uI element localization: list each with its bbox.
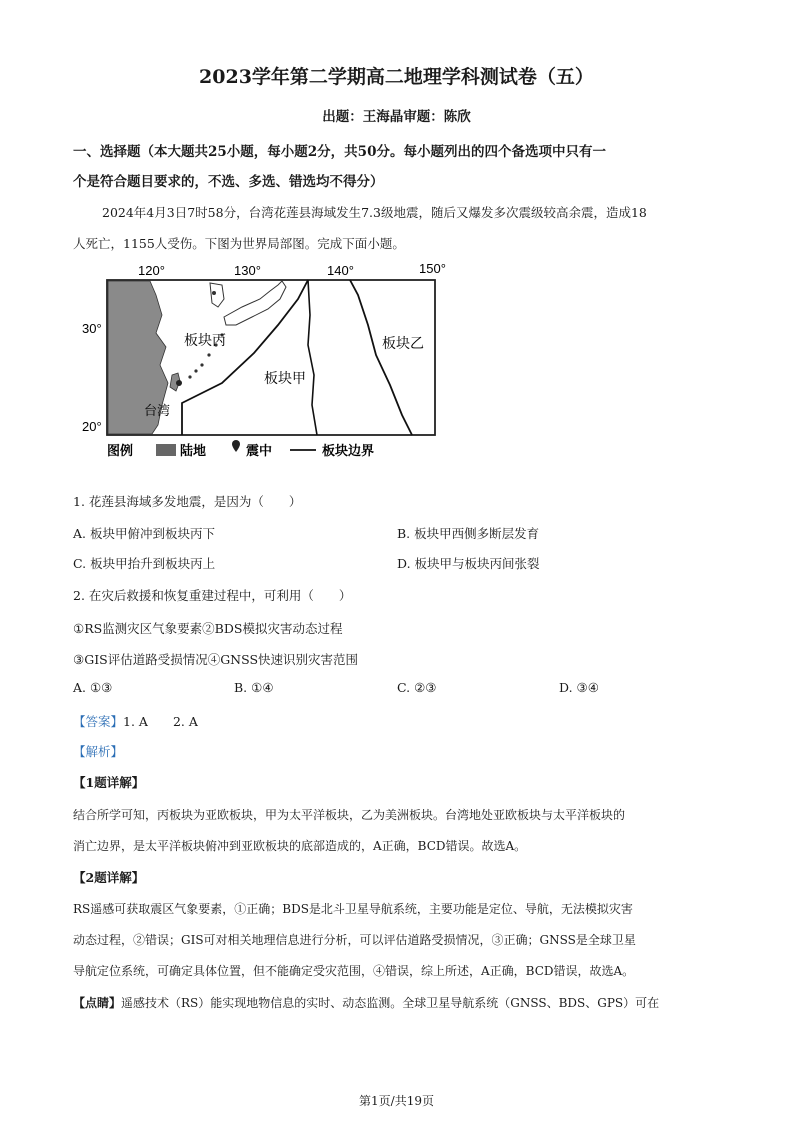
plate-c-label: 板块丙 [184,333,226,349]
answer-line [73,712,198,730]
legend-epicenter-label: 震中 [246,444,273,459]
q1-stem: 1. 花莲县海域多发地震，是因为（ ） [73,494,302,509]
detail2-line2: 动态过程，②错误；GIS可对相关地理信息进行分析，可以评估道路受损情况，③正确；GNSS是全球卫星 [73,933,636,947]
section-heading-line1: 一、选择题（本大题共25小题，每小题2分，共50分。每小题列出的四个备选项中只有一 [73,144,606,160]
q1-option-a: A. 板块甲俯冲到板块丙下 [73,526,215,541]
detail2-label: 【2题详解】 [73,870,145,885]
tip-text: 遥感技术（RS）能实现地物信息的实时、动态监测。全球卫星导航系统（GNSS、BDS、GPS）可在 [121,996,660,1010]
detail1-line1: 结合所学可知，丙板块为亚欧板块，甲为太平洋板块，乙为美洲板块。台湾地处亚欧板块与太平洋板块的 [73,808,626,822]
detail2-line3: 导航定位系统，可确定具体位置，但不能确定受灾范围，④错误，综上所述，A正确，BCD错误，故选A。 [73,964,635,978]
author-line: 出题：王海晶审题：陈欣 [322,109,471,125]
legend-title: 图例 [107,444,134,459]
legend-boundary-label: 板块边界 [322,444,375,459]
q2-stem: 2. 在灾后救援和恢复重建过程中，可利用（ ） [73,588,352,603]
lon-label-150: 150° [419,261,446,276]
lat-label-30: 30° [82,321,102,336]
section-heading-line2: 个是符合题目要求的，不选、多选、错选均不得分） [73,174,384,190]
tip-line [73,994,659,1011]
q2-statement-line1: ①RS监测灾区气象要素②BDS模拟灾害动态过程 [73,621,343,636]
q1-option-c: C. 板块甲抬升到板块丙上 [73,556,216,571]
q1-option-d: D. 板块甲与板块丙间张裂 [397,556,540,571]
legend-epicenter-icon [232,440,240,452]
detail2-line1: RS遥感可获取震区气象要素，①正确；BDS是北斗卫星导航系统，主要功能是定位、导航，无法模拟灾害 [73,902,633,916]
page-number: 第1页/共19页 [359,1094,434,1108]
q2-option-d: D. ③④ [559,680,599,695]
plate-map-figure [72,255,467,467]
detail1-label: 【1题详解】 [73,775,145,790]
intro-line1: 2024年4月3日7时58分，台湾花莲县海域发生7.3级地震，随后又爆发多次震级较高余震，造成18 [102,205,647,220]
lon-label-120: 120° [138,263,165,278]
answer-label: 【答案】 [73,714,124,729]
intro-line2: 人死亡，1155人受伤。下图为世界局部图。完成下面小题。 [73,236,405,251]
q2-option-a: A. ①③ [73,680,113,695]
lat-label-20: 20° [82,419,102,434]
epicenter-marker [176,380,182,386]
legend-land-label: 陆地 [180,444,207,459]
page-title: 2023学年第二学期高二地理学科测试卷（五） [199,66,594,88]
q2-statement-line2: ③GIS评估道路受损情况④GNSS快速识别灾害范围 [73,652,359,667]
q2-option-c: C. ②③ [397,680,437,695]
q1-option-b: B. 板块甲西侧多断层发育 [397,526,540,541]
legend-land-swatch [156,444,176,456]
tip-label: 【点睛】 [73,996,122,1010]
q2-option-b: B. ①④ [234,680,274,695]
lon-label-130: 130° [234,263,261,278]
detail1-line2: 消亡边界，是太平洋板块俯冲到亚欧板块的底部造成的，A正确，BCD错误。故选A。 [73,839,527,853]
plate-a-label: 板块甲 [264,371,306,387]
answer-text: 1. A 2. A [123,714,198,729]
taiwan-label: 台湾 [144,404,171,419]
analysis-label: 【解析】 [73,744,124,759]
plate-b-label: 板块乙 [382,336,424,352]
lon-label-140: 140° [327,263,354,278]
